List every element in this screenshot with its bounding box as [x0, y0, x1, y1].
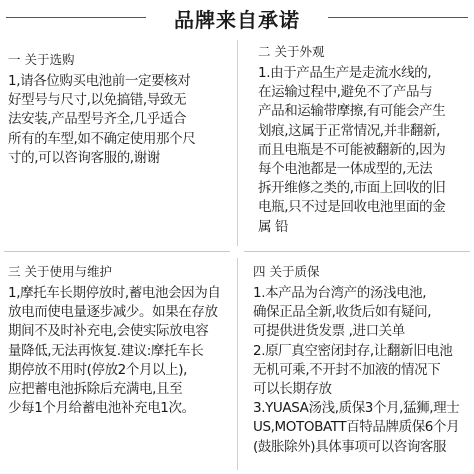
text-line: 无机可乘,不开封不加液的情况下 [253, 361, 441, 378]
text-line: 2.原厂真空密闭封存,让翻新旧电池 [253, 342, 453, 359]
section-title: 一 关于选购 [8, 52, 75, 67]
section-body [253, 284, 471, 457]
text-line: 所有的车型,如不确定使用那个尺 [8, 130, 196, 147]
text-line: 在运输过程中,避免不了产品与 [258, 84, 433, 101]
text-line: 1.由于产品生产是走流水线的, [258, 65, 432, 81]
section-appearance [258, 44, 472, 237]
text-line: 1,请各位购买电池前一定要核对 [8, 73, 191, 89]
text-line: 划痕,这属于正常情况,并非翻新, [258, 122, 440, 139]
section-title: 二 关于外观 [258, 44, 325, 59]
text-line: 而且电瓶是不可能被翻新的,因为 [258, 141, 446, 158]
text-line: 1.本产品为台湾产的汤浅电池, [253, 285, 427, 301]
text-line: 每个电池都是一体成型的,无法 [258, 161, 433, 178]
text-line: 应把蓄电池拆除后充满电,且至 [8, 381, 183, 398]
text-line: 拆开维修之类的,市面上回收的旧 [258, 180, 446, 197]
section-warranty [253, 264, 471, 457]
header [0, 0, 474, 36]
text-line: 少每1个月给蓄电池补充电1次。 [8, 400, 195, 417]
horizontal-divider-right [244, 251, 470, 252]
text-line: 好型号与尺寸,以免搞错,导致无 [8, 92, 187, 109]
text-line: 1,摩托车长期停放时,蓄电池会因为自 [8, 285, 221, 301]
text-line: 期停放不用时(停放2个月以上), [8, 361, 188, 378]
section-body [258, 64, 472, 237]
text-line: 属 铅 [258, 218, 289, 235]
vertical-divider-bottom [237, 258, 238, 470]
section-purchase [8, 52, 234, 168]
text-line: 3.YUASA汤浅,质保3个月,猛狮,理士 [253, 400, 460, 417]
text-line: 可提供进货发票 ,进口关单 [253, 323, 405, 340]
page-title: 品牌来自承诺 [174, 8, 300, 32]
text-line: 法安装,产品型号齐全,几乎适合 [8, 111, 187, 128]
section-title: 三 关于使用与维护 [8, 264, 112, 279]
text-line: 产品和运输带摩擦,有可能会产生 [258, 103, 446, 120]
text-line: (鼓胀除外)具体事项可以咨询客服 [253, 438, 447, 455]
section-title: 四 关于质保 [253, 264, 320, 279]
title-rule-left [6, 17, 146, 18]
section-body [8, 284, 236, 418]
section-body [8, 72, 234, 168]
title-rule-right [328, 17, 468, 18]
text-line: 放电而使电量逐步减少。如果在存放 [8, 304, 218, 321]
text-line: 寸的,可以咨询客服的,谢谢 [8, 149, 160, 166]
horizontal-divider-left [4, 251, 230, 252]
section-usage-maintenance [8, 264, 236, 418]
text-line: US,MOTOBATT百特品牌质保6个月 [253, 419, 460, 436]
text-line: 电瓶,只不过是回收电池里面的金 [258, 199, 446, 216]
text-line: 确保正品全新,收货后如有疑问, [253, 304, 432, 321]
vertical-divider-top [237, 40, 238, 246]
text-line: 可以长期存放 [253, 381, 332, 398]
text-line: 量降低,无法再恢复.建议:摩托车长 [8, 342, 204, 359]
text-line: 期间不及时补充电,会使实际放电容 [8, 323, 209, 340]
